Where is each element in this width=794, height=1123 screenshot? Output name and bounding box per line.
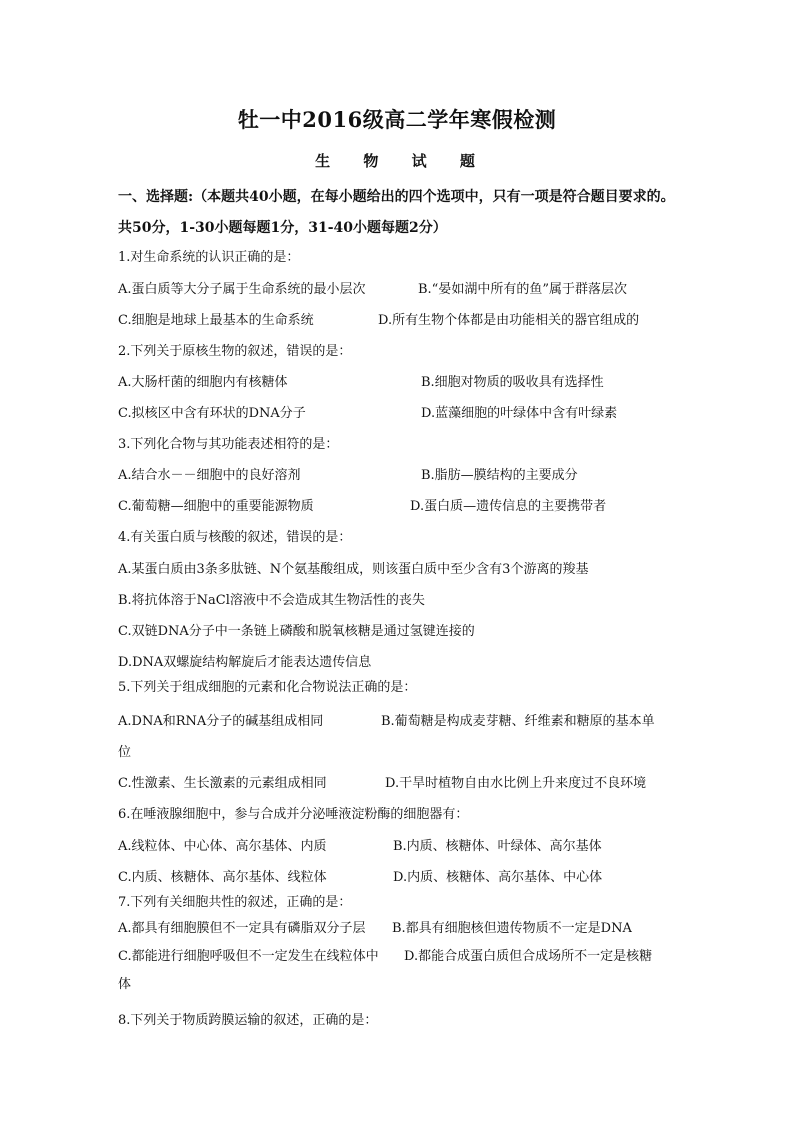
question-1-option-a: A.蛋白质等大分子属于生命系统的最小层次 [118, 282, 366, 297]
question-2-option-d: D.蓝藻细胞的叶绿体中含有叶绿素 [421, 406, 618, 421]
question-3-option-b: B.脂肪—膜结构的主要成分 [421, 468, 578, 483]
question-4-option-c: C.双链DNA分子中一条链上磷酸和脱氧核糖是通过氢键连接的 [118, 624, 475, 639]
section-instruction-line2: 共50分，1-30小题每题1分，31-40小题每题2分） [118, 220, 447, 236]
question-3-option-a: A.结合水－－细胞中的良好溶剂 [118, 468, 301, 483]
question-2-stem: 2.下列关于原核生物的叙述，错误的是： [118, 344, 352, 359]
question-2-option-b: B.细胞对物质的吸收具有选择性 [421, 375, 604, 390]
exam-subtitle: 生 物 试 题 [315, 152, 489, 170]
question-5-option-d: D.干旱时植物自由水比例上升来度过不良环境 [385, 776, 647, 791]
question-5-option-b: B.葡萄糖是构成麦芽糖、纤维素和糖原的基本单 [381, 714, 655, 729]
question-6-option-d: D.内质、核糖体、高尔基体、中心体 [393, 870, 603, 885]
question-6-option-a: A.线粒体、中心体、高尔基体、内质 [118, 839, 327, 854]
question-5-option-a: A.DNA和RNA分子的碱基组成相同 [118, 714, 324, 729]
question-2-option-c: C.拟核区中含有环状的DNA分子 [118, 406, 306, 421]
question-3-option-c: C.葡萄糖—细胞中的重要能源物质 [118, 499, 314, 514]
question-1-stem: 1.对生命系统的认识正确的是： [118, 250, 300, 265]
question-3-stem: 3.下列化合物与其功能表述相符的是： [118, 437, 339, 452]
question-4-option-a: A.某蛋白质由3条多肽链、N个氨基酸组成，则该蛋白质中至少含有3个游离的羧基 [118, 562, 589, 577]
question-6-option-b: B.内质、核糖体、叶绿体、高尔基体 [393, 839, 602, 854]
question-7-stem: 7.下列有关细胞共性的叙述，正确的是： [118, 895, 352, 910]
question-7-option-c: C.都能进行细胞呼吸但不一定发生在线粒体中 [118, 949, 379, 964]
question-5-option-c: C.性激素、生长激素的元素组成相同 [118, 776, 327, 791]
question-4-option-b: B.将抗体溶于NaCl溶液中不会造成其生物活性的丧失 [118, 593, 425, 608]
question-4-option-d: D.DNA双螺旋结构解旋后才能表达遗传信息 [118, 655, 372, 670]
question-2-option-a: A.大肠杆菌的细胞内有核糖体 [118, 375, 288, 390]
question-7-option-b: B.都具有细胞核但遗传物质不一定是DNA [392, 921, 632, 936]
question-1-option-b: B.“晏如湖中所有的鱼”属于群落层次 [418, 282, 627, 297]
question-5-stem: 5.下列关于组成细胞的元素和化合物说法正确的是： [118, 680, 417, 695]
question-1-option-d: D.所有生物个体都是由功能相关的器官组成的 [378, 313, 640, 328]
exam-title: 牡一中2016级高二学年寒假检测 [237, 107, 557, 132]
question-1-option-c: C.细胞是地球上最基本的生命系统 [118, 313, 314, 328]
question-7-option-d-wrap: 体 [118, 977, 132, 992]
question-7-option-d: D.都能合成蛋白质但合成场所不一定是核糖 [404, 949, 653, 964]
question-7-option-a: A.都具有细胞膜但不一定具有磷脂双分子层 [118, 921, 366, 936]
question-3-option-d: D.蛋白质—遗传信息的主要携带者 [410, 499, 607, 514]
question-8-stem: 8.下列关于物质跨膜运输的叙述，正确的是： [118, 1013, 378, 1028]
question-6-option-c: C.内质、核糖体、高尔基体、线粒体 [118, 870, 327, 885]
question-6-stem: 6.在唾液腺细胞中，参与合成并分泌唾液淀粉酶的细胞器有： [118, 807, 469, 822]
section-instruction-line1: 一、选择题:（本题共40小题，在每小题给出的四个选项中，只有一项是符合题目要求的。 [118, 189, 675, 205]
question-5-option-b-wrap: 位 [118, 745, 132, 760]
question-4-stem: 4.有关蛋白质与核酸的叙述，错误的是： [118, 530, 352, 545]
